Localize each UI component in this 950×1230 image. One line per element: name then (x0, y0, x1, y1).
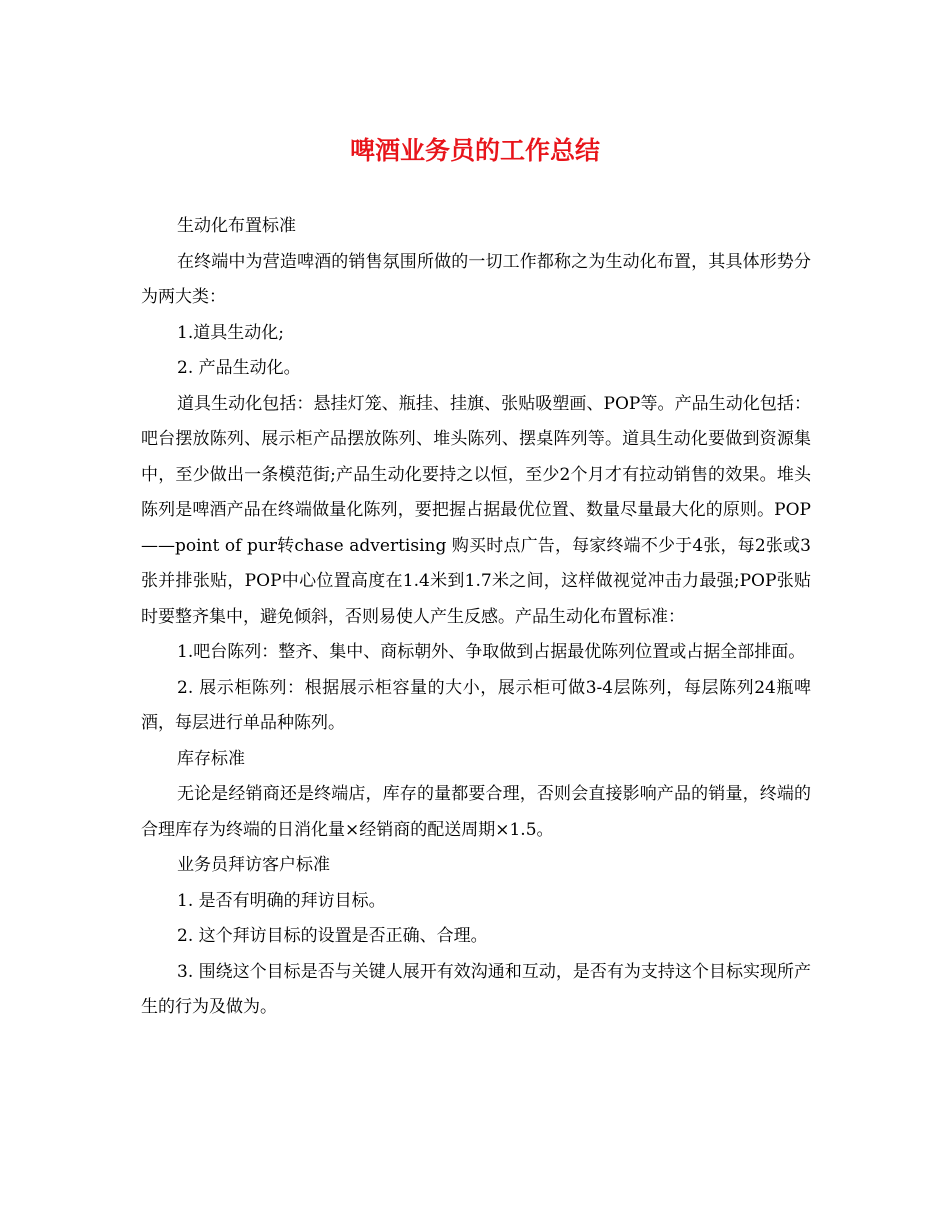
list-item-visit-communication: 3. 围绕这个目标是否与关键人展开有效沟通和互动，是否有为支持这个目标实现所产生的行为及做为。 (141, 961, 811, 1017)
document-title: 啤酒业务员的工作总结 (349, 136, 600, 165)
paragraph-display-details: 道具生动化包括：悬挂灯笼、瓶挂、挂旗、张贴吸塑画、POP等。产品生动化包括：吧台摆放陈列、展示柜产品摆放陈列、堆头陈列、摆桌阵列等。道具生动化要做到资源集中，至少做出一条模范街;产品生动化要持之以恒，至少2个月才有拉动销售的效果。堆头陈列是啤酒产品在终端做量化陈列，要把握占据最优位置、数量尽量最大化的原则。POP——point of pur转chase advertising 购买时点广告，每家终端不少于4张，每2张或3张并排张贴，POP中心位置高度在1.4米到1.7米之间，这样做视觉冲击力最强;POP张贴时要整齐集中，避免倾斜，否则易使人产生反感。产品生动化布置标准： (141, 393, 811, 627)
list-item-bar-display: 1.吧台陈列：整齐、集中、商标朝外、争取做到占据最优陈列位置或占据全部排面。 (177, 642, 806, 662)
section-heading-visit-standard: 业务员拜访客户标准 (177, 855, 330, 875)
paragraph-inventory: 无论是经销商还是终端店，库存的量都要合理，否则会直接影响产品的销量，终端的合理库存为终端的日消化量×经销商的配送周期×1.5。 (141, 784, 811, 840)
list-item-visit-goal-setting: 2. 这个拜访目标的设置是否正确、合理。 (177, 926, 488, 946)
paragraph-display-intro: 在终端中为营造啤酒的销售氛围所做的一切工作都称之为生动化布置，其具体形势分为两大类： (141, 251, 811, 307)
document-body (141, 209, 811, 1026)
section-heading-inventory-standard: 库存标准 (177, 748, 245, 769)
list-item-showcase-display: 2. 展示柜陈列：根据展示柜容量的大小，展示柜可做3-4层陈列，每层陈列24瓶啤酒，每层进行单品种陈列。 (141, 677, 811, 733)
list-item-product-display: 2. 产品生动化。 (177, 358, 301, 378)
section-heading-display-standard: 生动化布置标准 (177, 216, 296, 236)
list-item-visit-goal: 1. 是否有明确的拜访目标。 (177, 890, 386, 911)
list-item-prop-display: 1.道具生动化; (177, 322, 284, 343)
